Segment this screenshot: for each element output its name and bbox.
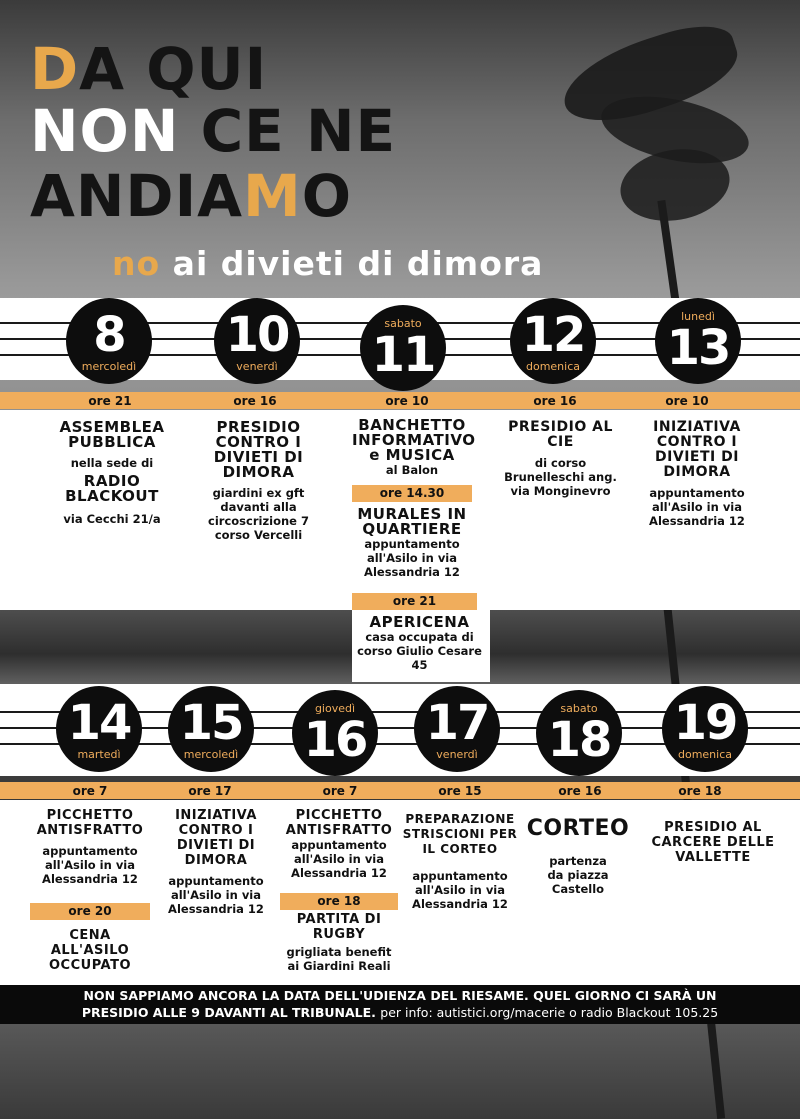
title-ce-ne: CE NE: [200, 97, 397, 165]
date-number: 19: [673, 694, 737, 751]
event-detail: appuntamento all'Asilo in via Alessandria 12: [649, 486, 745, 528]
date-weekday: venerdì: [436, 747, 478, 761]
footer-notice: [0, 985, 800, 1024]
title-andia: ANDIA: [30, 162, 244, 230]
date-weekday: domenica: [525, 359, 580, 373]
date-number: 13: [666, 319, 730, 376]
event-time: ore 18: [678, 784, 722, 798]
date-circle: [655, 298, 741, 384]
event-detail: nella sede di: [70, 456, 154, 470]
event-detail: via Cecchi 21/a: [63, 512, 161, 526]
date-number: 12: [521, 306, 585, 363]
date-number: 11: [371, 326, 435, 383]
date-circle: [56, 686, 142, 772]
date-number: 14: [67, 694, 131, 751]
date-number: 18: [547, 711, 611, 768]
date-weekday: martedì: [77, 747, 121, 761]
title-line-2: [30, 97, 397, 165]
date-number: 8: [93, 306, 125, 363]
subtitle-no: no: [112, 244, 161, 283]
date-number: 15: [179, 694, 243, 751]
event-title: RADIO BLACKOUT: [65, 472, 159, 505]
event-title: ASSEMBLEA PUBBLICA: [59, 418, 165, 451]
event-detail: appuntamento all'Asilo in via Alessandria 12: [291, 838, 387, 880]
event-presidio-carcere: [648, 820, 778, 865]
event-title: CORTEO: [526, 816, 630, 841]
date-circle: [168, 686, 254, 772]
event-rugby: [280, 912, 398, 973]
event-detail: al Balon: [385, 463, 439, 477]
date-number: 16: [303, 711, 367, 768]
event-time: ore 14.30: [352, 485, 472, 502]
title-letter-d: D: [30, 35, 80, 103]
event-title: PRESIDIO AL CARCERE DELLE VALLETTE: [651, 820, 775, 865]
event-title: PARTITA DI RUGBY: [296, 912, 382, 942]
event-title: MURALES IN QUARTIERE: [357, 505, 467, 538]
title-letter-o: O: [301, 162, 353, 230]
event-time: ore 21: [352, 593, 477, 610]
event-title: PRESIDIO AL CIE: [508, 419, 613, 450]
event-title: PRESIDIO CONTRO I DIVIETI DI DIMORA: [213, 418, 304, 481]
date-weekday: mercoledì: [81, 359, 137, 373]
title-line-3: [30, 162, 353, 230]
date-number: 10: [225, 306, 289, 363]
date-number: 17: [425, 694, 489, 751]
footer-line-1: NON SAPPIAMO ANCORA LA DATA DELL'UDIENZA DEL RIESAME. QUEL GIORNO CI SARÀ UN: [83, 988, 717, 1003]
event-title: PREPARAZIONE STRISCIONI PER IL CORTEO: [402, 812, 518, 856]
date-circle: [360, 305, 446, 391]
event-title: INIZIATIVA CONTRO I DIVIETI DI DIMORA: [175, 808, 257, 868]
date-weekday: giovedì: [314, 701, 356, 715]
date-circle: [214, 298, 300, 384]
footer-presidio: PRESIDIO ALLE 9 DAVANTI AL TRIBUNALE.: [81, 1005, 376, 1020]
event-detail: appuntamento all'Asilo in via Alessandria 12: [364, 537, 460, 579]
date-weekday: sabato: [560, 701, 598, 715]
event-title: CENA ALL'ASILO OCCUPATO: [49, 928, 131, 973]
event-iniziativa-13: [638, 420, 756, 528]
event-banchetto: [352, 416, 476, 477]
date-circle: [414, 686, 500, 772]
date-circle: [292, 690, 378, 776]
event-detail: appuntamento all'Asilo in via Alessandria 12: [168, 874, 264, 916]
date-weekday: domenica: [677, 747, 732, 761]
title-da-qui: A QUI: [79, 35, 268, 103]
event-picchetto-14: [30, 808, 150, 886]
footer-info: per info: autistici.org/macerie o radio Blackout 105.25: [380, 1005, 719, 1020]
footer-line-2: [0, 1004, 800, 1021]
event-presidio-divieti: [196, 420, 321, 542]
event-time: ore 20: [30, 903, 150, 920]
title-letter-m: M: [243, 162, 302, 230]
event-time: ore 15: [438, 784, 482, 798]
event-title: BANCHETTO INFORMATIVO: [352, 416, 476, 449]
title-line-1: [30, 35, 268, 103]
date-circle: [66, 298, 152, 384]
event-title: PICCHETTO ANTISFRATTO: [285, 808, 393, 838]
event-time: ore 18: [280, 893, 398, 910]
event-picchetto-16: [280, 808, 398, 880]
event-time: ore 7: [322, 784, 358, 798]
date-circle: [536, 690, 622, 776]
event-assemblea: [42, 420, 182, 526]
event-cena: [30, 928, 150, 973]
date-weekday: mercoledì: [183, 747, 239, 761]
event-time: ore 16: [558, 784, 602, 798]
event-iniziativa-15: [156, 808, 276, 916]
event-time: ore 7: [72, 784, 108, 798]
event-corteo: [518, 816, 638, 896]
event-detail: giardini ex gft davanti alla circoscrizione 7 corso Vercelli: [208, 486, 309, 542]
title-non: NON: [30, 97, 180, 165]
event-time: ore 16: [533, 394, 577, 408]
event-title: INIZIATIVA CONTRO I DIVIETI DI DIMORA: [653, 419, 741, 480]
date-weekday: sabato: [384, 316, 422, 330]
event-detail: appuntamento all'Asilo in via Alessandria 12: [42, 844, 138, 886]
event-detail: appuntamento all'Asilo in via Alessandria 12: [412, 869, 508, 911]
event-murales: [352, 507, 472, 579]
date-weekday: lunedì: [681, 309, 715, 323]
event-detail: casa occupata di corso Giulio Cesare 45: [357, 630, 482, 672]
event-time: ore 10: [665, 394, 709, 408]
date-weekday: venerdì: [236, 359, 278, 373]
event-title: e MUSICA: [369, 446, 455, 464]
event-apericena: [352, 615, 487, 672]
event-time: ore 17: [188, 784, 232, 798]
event-detail: di corso Brunelleschi ang. via Monginevro: [504, 456, 617, 498]
event-time: ore 21: [88, 394, 132, 408]
event-time: ore 10: [385, 394, 429, 408]
event-title: APERICENA: [369, 613, 470, 631]
event-detail: partenza da piazza Castello: [547, 854, 609, 896]
event-presidio-cie: [498, 420, 623, 498]
event-title: PICCHETTO ANTISFRATTO: [36, 808, 144, 838]
event-detail: grigliata benefit ai Giardini Reali: [286, 945, 392, 973]
date-circle: [662, 686, 748, 772]
subtitle-text: ai divieti di dimora: [172, 244, 544, 283]
event-time: ore 16: [233, 394, 277, 408]
event-striscioni: [400, 812, 520, 911]
date-circle: [510, 298, 596, 384]
subtitle: [112, 244, 543, 283]
